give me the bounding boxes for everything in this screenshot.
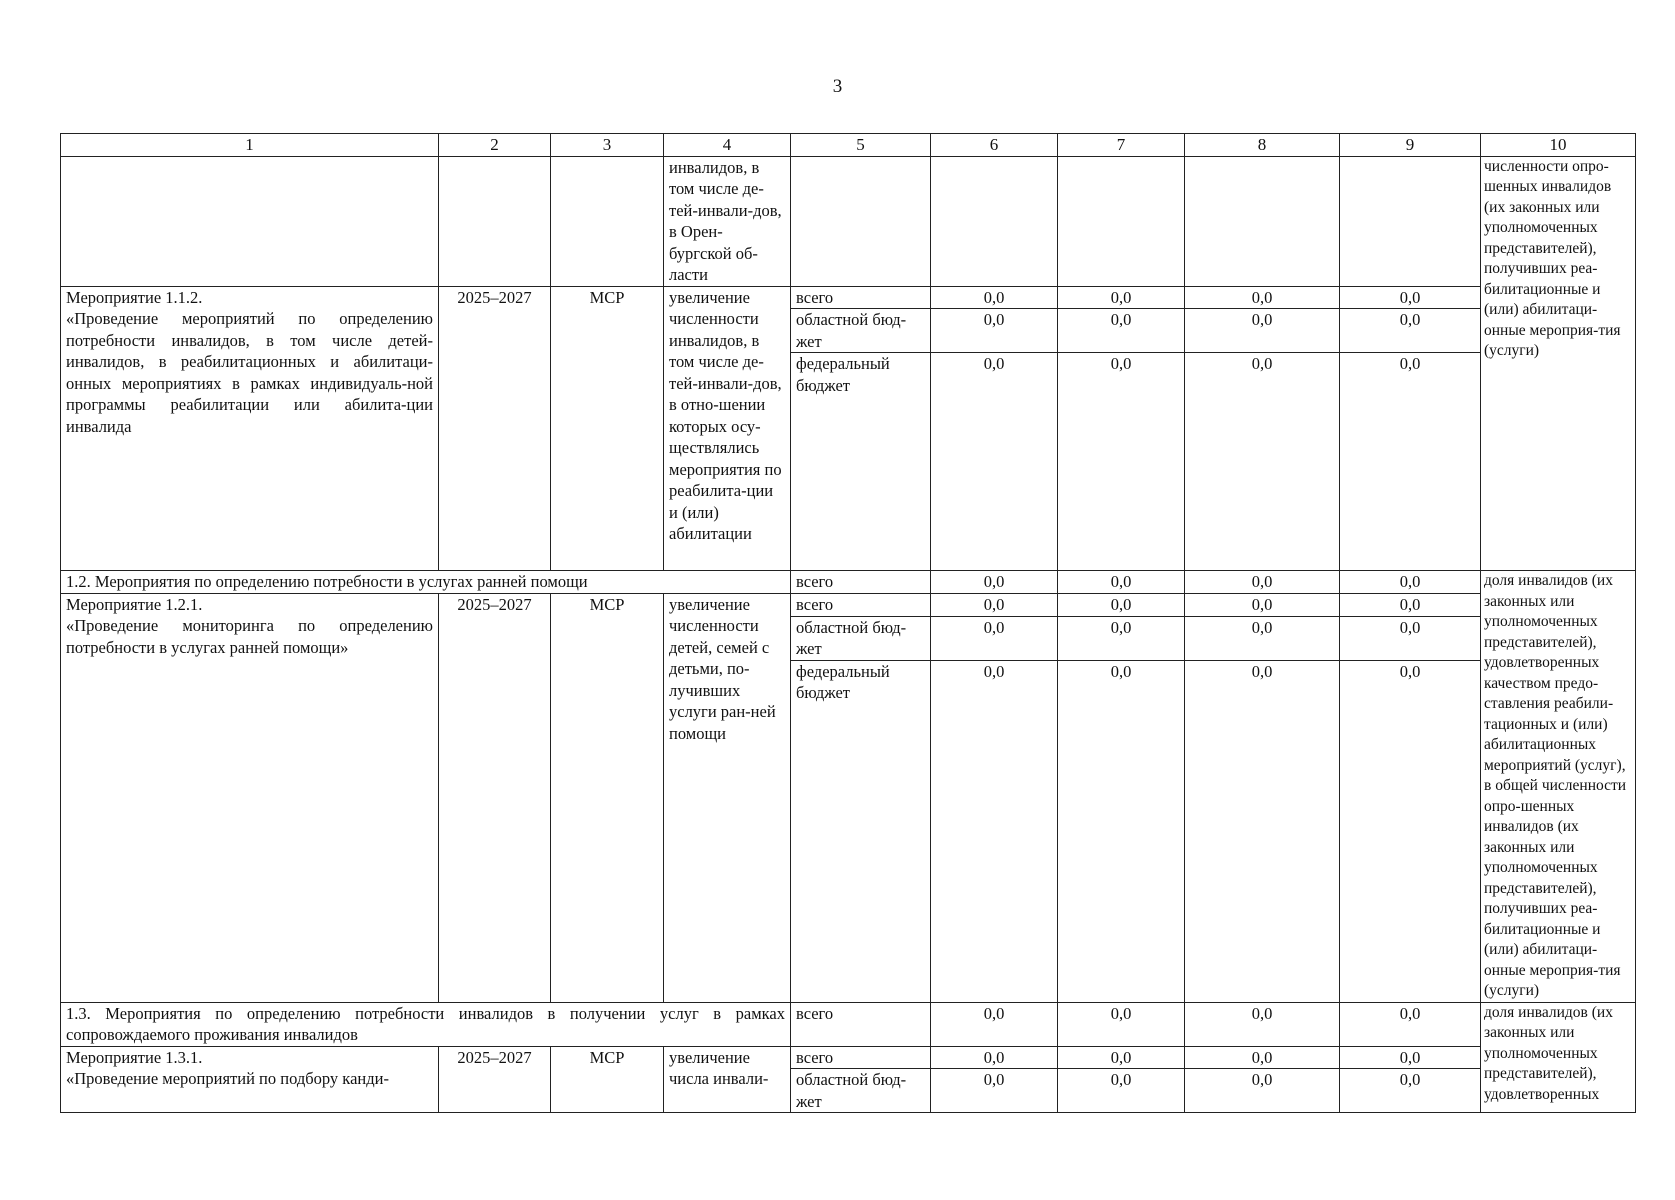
- value-cell: 0,0: [1340, 593, 1481, 616]
- column-header: 9: [1340, 134, 1481, 157]
- value-cell: 0,0: [1185, 1046, 1340, 1069]
- value-cell: 0,0: [1058, 1002, 1185, 1046]
- program-table: [60, 133, 1636, 1113]
- indicator-cell: численности опро-шенных инвалидов (их законных или уполномоченных представителей), получивших реа-билитационные и (или) абилитаци-онные мероприя-тия (услуги): [1481, 156, 1636, 571]
- table-cell: [1340, 156, 1481, 286]
- value-cell: 0,0: [1058, 660, 1185, 1002]
- column-header: 2: [439, 134, 551, 157]
- column-header: 3: [551, 134, 664, 157]
- value-cell: 0,0: [1058, 1069, 1185, 1113]
- value-cell: 0,0: [1058, 286, 1185, 309]
- value-cell: 0,0: [1185, 571, 1340, 594]
- value-cell: 0,0: [1340, 309, 1481, 353]
- funding-source: областной бюд-жет: [791, 616, 931, 660]
- section-title: 1.2. Мероприятия по определению потребности в услугах ранней помощи: [61, 571, 791, 594]
- measure-title: Мероприятие 1.2.1.: [66, 594, 203, 614]
- value-cell: 0,0: [931, 616, 1058, 660]
- value-cell: 0,0: [931, 1046, 1058, 1069]
- table-cell: [61, 156, 439, 286]
- continuation-row: [61, 156, 1636, 286]
- indicator-cell: доля инвалидов (их законных или уполномоченных представителей), удовлетворенных качеством предо-ставления реабили-тационных и (или) абилитационных мероприятий (услуг), в общей численности опро-шенных инвалидов (их законных или уполномоченных представителей), получивших реа-билитационные и (или) абилитаци-онные мероприя-тия (услуги): [1481, 571, 1636, 1003]
- value-cell: 0,0: [931, 660, 1058, 1002]
- funding-source: областной бюд-жет: [791, 309, 931, 353]
- value-cell: 0,0: [1340, 660, 1481, 1002]
- measure-description: «Проведение мероприятий по подбору канди-: [66, 1069, 389, 1088]
- value-cell: 0,0: [1185, 353, 1340, 571]
- funding-source: всего: [791, 286, 931, 309]
- period-cell: 2025–2027: [439, 286, 551, 571]
- result-cell: инвалидов, в том числе де-тей-инвали-дов, в Орен-бургской об-ласти: [664, 156, 791, 286]
- column-header: 6: [931, 134, 1058, 157]
- measure-description: «Проведение мероприятий по определению потребности инвалидов, в том числе детей-инвалидов, в реабилитационных и абилитаци-онных мероприятиях в рамках индивидуаль-ной программы реабилитации или абилита-ции инвалида: [66, 309, 433, 436]
- funding-source: всего: [791, 1002, 931, 1046]
- executor-cell: МСР: [551, 286, 664, 571]
- value-cell: 0,0: [931, 353, 1058, 571]
- measure-title: Мероприятие 1.1.2.: [66, 287, 203, 307]
- section-row: [61, 1002, 1636, 1046]
- value-cell: 0,0: [1340, 286, 1481, 309]
- result-cell: увеличение числа инвали-: [664, 1046, 791, 1113]
- value-cell: 0,0: [931, 1002, 1058, 1046]
- column-header: 4: [664, 134, 791, 157]
- funding-source: федеральный бюджет: [791, 353, 931, 571]
- value-cell: 0,0: [1058, 353, 1185, 571]
- value-cell: 0,0: [1340, 1002, 1481, 1046]
- measure-row: [61, 1046, 1636, 1069]
- value-cell: 0,0: [931, 571, 1058, 594]
- value-cell: 0,0: [1185, 616, 1340, 660]
- table-cell: [439, 156, 551, 286]
- section-row: [61, 571, 1636, 594]
- column-number-row: [61, 134, 1636, 157]
- table-cell: [1185, 156, 1340, 286]
- table-cell: [931, 156, 1058, 286]
- value-cell: 0,0: [931, 286, 1058, 309]
- value-cell: 0,0: [931, 1069, 1058, 1113]
- period-cell: 2025–2027: [439, 593, 551, 1002]
- value-cell: 0,0: [1058, 616, 1185, 660]
- measure-title: Мероприятие 1.3.1.: [66, 1047, 203, 1067]
- result-cell: увеличение численности инвалидов, в том числе де-тей-инвали-дов, в отно-шении которых осу-ществлялись мероприятия по реабилита-ции и (или) абилитации: [664, 286, 791, 571]
- value-cell: 0,0: [1185, 660, 1340, 1002]
- value-cell: 0,0: [1185, 1002, 1340, 1046]
- value-cell: 0,0: [1058, 309, 1185, 353]
- measure-row: [61, 593, 1636, 616]
- column-header: 5: [791, 134, 931, 157]
- funding-source: областной бюд-жет: [791, 1069, 931, 1113]
- table-cell: [1058, 156, 1185, 286]
- value-cell: 0,0: [1340, 571, 1481, 594]
- value-cell: 0,0: [1340, 353, 1481, 571]
- funding-source: федеральный бюджет: [791, 660, 931, 1002]
- column-header: 1: [61, 134, 439, 157]
- period-cell: 2025–2027: [439, 1046, 551, 1113]
- executor-cell: МСР: [551, 593, 664, 1002]
- measure-cell: [61, 286, 439, 571]
- funding-source: всего: [791, 593, 931, 616]
- value-cell: 0,0: [931, 309, 1058, 353]
- value-cell: 0,0: [1058, 593, 1185, 616]
- funding-source: всего: [791, 1046, 931, 1069]
- indicator-cell: доля инвалидов (их законных или уполномоченных представителей), удовлетворенных: [1481, 1002, 1636, 1113]
- value-cell: 0,0: [931, 593, 1058, 616]
- value-cell: 0,0: [1340, 616, 1481, 660]
- measure-cell: [61, 1046, 439, 1113]
- funding-source: всего: [791, 571, 931, 594]
- column-header: 8: [1185, 134, 1340, 157]
- value-cell: 0,0: [1185, 593, 1340, 616]
- column-header: 7: [1058, 134, 1185, 157]
- value-cell: 0,0: [1340, 1069, 1481, 1113]
- measure-row: [61, 286, 1636, 309]
- value-cell: 0,0: [1185, 1069, 1340, 1113]
- table-cell: [791, 156, 931, 286]
- measure-cell: [61, 593, 439, 1002]
- measure-description: «Проведение мониторинга по определению потребности в услугах ранней помощи»: [66, 616, 433, 657]
- page-number: 3: [832, 76, 843, 97]
- section-title: 1.3. Мероприятия по определению потребности инвалидов в получении услуг в рамках сопровождаемого проживания инвалидов: [61, 1002, 791, 1046]
- result-cell: увеличение численности детей, семей с детьми, по-лучивших услуги ран-ней помощи: [664, 593, 791, 1002]
- value-cell: 0,0: [1058, 571, 1185, 594]
- value-cell: 0,0: [1185, 286, 1340, 309]
- value-cell: 0,0: [1340, 1046, 1481, 1069]
- value-cell: 0,0: [1058, 1046, 1185, 1069]
- value-cell: 0,0: [1185, 309, 1340, 353]
- table-cell: [551, 156, 664, 286]
- executor-cell: МСР: [551, 1046, 664, 1113]
- column-header: 10: [1481, 134, 1636, 157]
